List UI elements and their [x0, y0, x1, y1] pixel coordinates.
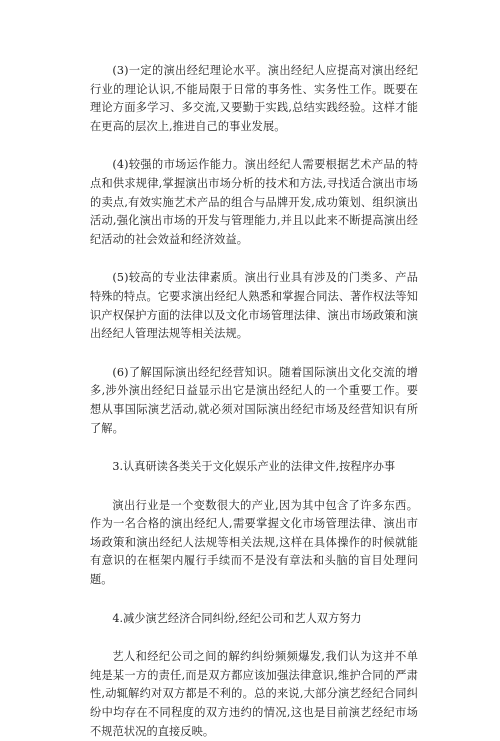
section-heading-3: 3.认真研读各类关于文化娱乐产业的法律文件,按程序办事	[112, 460, 396, 474]
paragraph-gap	[90, 477, 418, 497]
paragraph-contract-disputes: 艺人和经纪公司之间的解约纠纷频频爆发,我们认为这并不单纯是某一方的责任,而是双方都应该加强法律意识,维护合同的严肃性,动辄解约对双方都是不利的。总的来说,大部分演艺经纪合同纠纷中均存在不同程度的双方违约的情况,这也是目前演艺经纪市场不规范状况的直接反映。	[90, 650, 418, 738]
paragraph-international-knowledge: (6)了解国际演出经纪经营知识。随着国际演出文化交流的增多,涉外演出经纪日益显示出它是演出经纪人的一个重要工作。要想从事国际演艺活动,就必须对国际演出经纪市场及经营知识有所了解。	[90, 365, 418, 435]
section-heading-4: 4.减少演艺经济合同纠纷,经纪公司和艺人双方努力	[112, 611, 362, 625]
paragraph-gap	[90, 136, 418, 156]
paragraph-market-operation: (4)较强的市场运作能力。演出经纪人需要根据艺术产品的特点和供求规律,掌握演出市场分析的技术和方法,寻找适合演出市场的卖点,有效实施艺术产品的组合与品牌开发,成功策划、组织演出活动,强化演出市场的开发与管理能力,并且以此来不断提高演出经纪活动的社会效益和经济效益。	[90, 158, 418, 246]
paragraph-gap	[90, 628, 418, 648]
paragraph-gap	[90, 438, 418, 458]
document-body	[90, 62, 418, 741]
paragraph-legal-quality: (5)较高的专业法律素质。演出行业具有涉及的门类多、产品特殊的特点。它要求演出经纪人熟悉和掌握合同法、著作权法等知识产权保护方面的法律以及文化市场管理法律、演出市场政策和演出经纪人管理法规等相关法规。	[90, 271, 418, 341]
paragraph-gap	[90, 590, 418, 610]
paragraph-gap	[90, 249, 418, 269]
paragraph-industry-variables: 演出行业是一个变数很大的产业,因为其中包含了许多东西。作为一名合格的演出经纪人,需要掌握文化市场管理法律、演出市场政策和演出经纪人法规等相关法规,这样在具体操作的时候就能有意识的在框架内履行手续而不是没有章法和头脑的盲目处理问题。	[90, 498, 418, 587]
paragraph-gap	[90, 344, 418, 364]
paragraph-market-theory: (3)一定的演出经纪理论水平。演出经纪人应提高对演出经纪行业的理论认识,不能局限于日常的事务性、实务性工作。既要在理论方面多学习、多交流,又要勤于实践,总结实践经验。这样才能在更高的层次上,推进自己的事业发展。	[90, 64, 418, 133]
